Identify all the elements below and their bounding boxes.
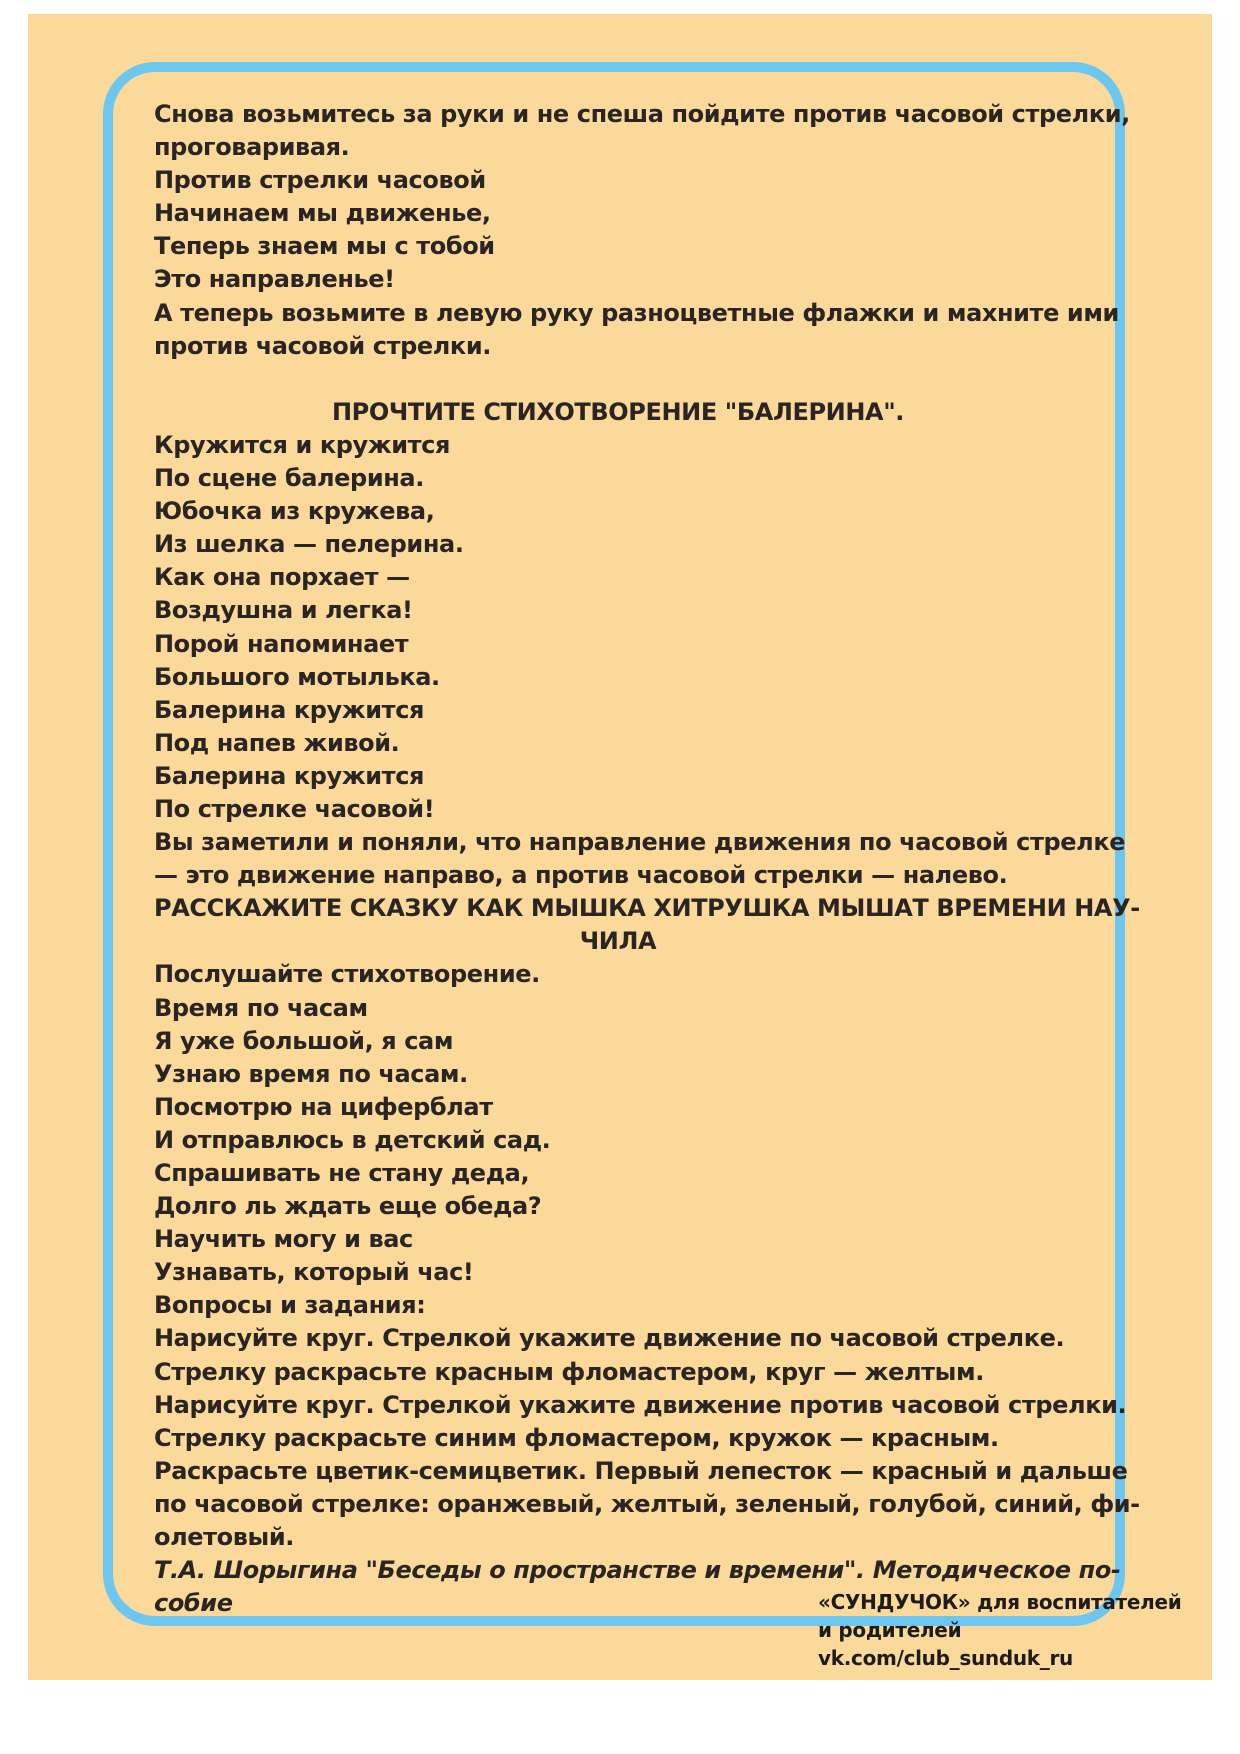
text-line: Стрелку раскрасьте красным фломастером, круг — желтым. <box>154 1357 984 1386</box>
text-line: Послушайте стихотворение. <box>154 960 540 989</box>
text-line: Снова возьмитесь за руки и не спеша пойдите против часовой стрелки, <box>154 100 1130 128</box>
credit-line: «СУНДУЧОК» для воспитателей <box>818 1590 1182 1614</box>
poem-line: Балерина кружится <box>154 695 425 724</box>
story-heading <box>154 892 1140 958</box>
text-line: Нарисуйте круг. Стрелкой укажите движение против часовой стрелки. <box>154 1390 1127 1419</box>
text-line: — это движение направо, а против часовой стрелки — налево. <box>154 861 1008 890</box>
text-line: А теперь возьмите в левую руку разноцветные флажки и махните ими <box>154 298 1119 327</box>
poem-line: Порой напоминает <box>154 629 409 658</box>
text-line: Узнаю время по часам. <box>154 1059 468 1088</box>
intro-section <box>154 98 1130 363</box>
text-line: Теперь знаем мы с тобой <box>154 232 495 261</box>
poem-line: Балерина кружится <box>154 761 425 790</box>
text-line: Время по часам <box>154 993 368 1022</box>
text-line: проговаривая. <box>154 133 350 162</box>
text-line: Научить могу и вас <box>154 1225 413 1254</box>
document-body <box>154 98 1140 1620</box>
text-line: Начинаем мы движенье, <box>154 199 491 228</box>
poem-line: Под напев живой. <box>154 728 400 757</box>
text-line: Вопросы и задания: <box>154 1291 426 1320</box>
credit-link: vk.com/club_sunduk_ru <box>818 1646 1073 1670</box>
story-heading-line: РАССКАЖИТЕ СКАЗКУ КАК МЫШКА ХИТРУШКА МЫШАТ ВРЕМЕНИ НАУ- <box>154 894 1140 923</box>
text-line: Стрелку раскрасьте синим фломастером, кружок — красным. <box>154 1423 999 1452</box>
text-line: Долго ль ждать еще обеда? <box>154 1192 542 1221</box>
credit-line: и родителей <box>818 1618 962 1642</box>
text-line: Узнавать, который час! <box>154 1258 474 1287</box>
text-line: Вы заметили и поняли, что направление движения по часовой стрелке <box>154 828 1126 857</box>
poem-section <box>154 429 1126 892</box>
listen-section <box>154 958 1140 1554</box>
poem-line: По стрелке часовой! <box>154 794 435 823</box>
text-line: Нарисуйте круг. Стрелкой укажите движение по часовой стрелке. <box>154 1324 1065 1353</box>
poem-line: Как она порхает — <box>154 563 410 592</box>
text-line: Посмотрю на циферблат <box>154 1092 493 1121</box>
text-line: Спрашивать не стану деда, <box>154 1159 530 1187</box>
poem-line: Воздушна и легка! <box>154 596 413 625</box>
blank-line <box>154 363 1082 396</box>
poem-line: Юбочка из кружева, <box>154 497 435 526</box>
story-heading-line: ЧИЛА <box>579 927 657 956</box>
text-line: Раскрасьте цветик-семицветик. Первый лепесток — красный и дальше <box>154 1456 1128 1485</box>
poem-line: Кружится и кружится <box>154 430 450 459</box>
poem-heading: ПРОЧТИТЕ СТИХОТВОРЕНИЕ "БАЛЕРИНА". <box>331 397 905 426</box>
publisher-credit <box>818 1588 1181 1672</box>
text-line: по часовой стрелке: оранжевый, желтый, зеленый, голубой, синий, фи- <box>154 1489 1140 1518</box>
text-line: Я уже большой, я сам <box>154 1026 454 1055</box>
text-line: Против стрелки часовой <box>154 166 486 195</box>
poem-line: Большого мотылька. <box>154 662 440 691</box>
poem-line: По сцене балерина. <box>154 464 424 493</box>
citation-line: Т.А. Шорыгина "Беседы о пространстве и времени". Методическое по- <box>154 1556 1121 1585</box>
text-line: И отправлюсь в детский сад. <box>154 1125 551 1154</box>
text-line: Это направленье! <box>154 265 395 294</box>
text-line: против часовой стрелки. <box>154 331 491 360</box>
poem-line: Из шелка — пелерина. <box>154 530 464 559</box>
text-line: олетовый. <box>154 1523 294 1552</box>
citation-line: собие <box>154 1589 233 1618</box>
